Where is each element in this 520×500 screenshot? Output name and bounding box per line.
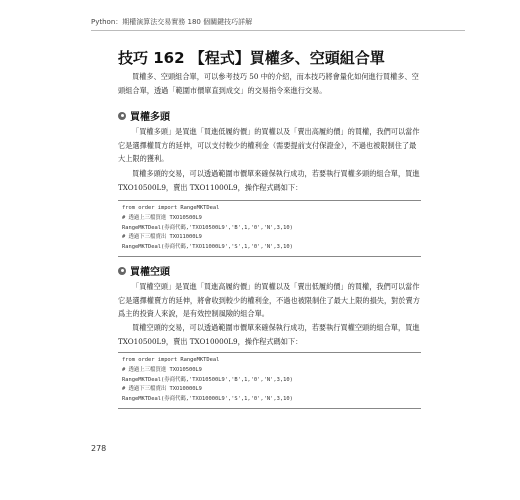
code-line: # 透過下三檔賣出 TXO10000L9: [122, 386, 202, 393]
bear-call-instruction-text: 買權空頭的交易，可以透過範圍市價單來確保執行成功，若要執行買權空頭的組合單，買進 TXO10500L9，賣出 TXO10000L9，操作程式碼如下：: [118, 323, 420, 346]
bear-call-description: [118, 280, 423, 321]
code-line: RangeMKTDeal(券商代碼,'TXO10000L9','S',1,'0','N',3,10): [122, 396, 293, 403]
running-header: Python：期權演算法交易實務 180 個關鍵技巧詳解: [91, 18, 253, 26]
page-number: 278: [91, 444, 107, 453]
section-heading-text: 買權空頭: [130, 267, 170, 278]
section-heading-bull-call: [118, 108, 170, 123]
bull-call-description: [118, 125, 423, 166]
code-line: # 透過上三檔買進 TXO10500L9: [122, 214, 202, 221]
code-line: RangeMKTDeal(券商代碼,'TXO11000L9','S',1,'0','N',3,10): [122, 244, 293, 251]
section-heading-text: 買權多頭: [130, 112, 170, 123]
bull-call-description-text: 「買權多頭」是買進「買進低履約價」的買權以及「賣出高履約價」的買權，我們可以當作它是選擇權買方的延伸，可以支付較少的權利金（需要提前支付保證金），不過也被限制住了最大上限的獲利。: [118, 127, 420, 163]
code-line: RangeMKTDeal(券商代碼,'TXO10500L9','B',1,'0','N',3,10): [122, 224, 293, 231]
page-title: 技巧 162 【程式】買權多、空頭組合單: [118, 49, 385, 67]
header-divider: [91, 30, 465, 31]
bull-call-instruction-text: 買權多頭的交易，可以透過範圍市價單來確保執行成功，若要執行買權多頭的組合單，買進 TXO10500L9，賣出 TXO11000L9，操作程式碼如下：: [118, 169, 420, 192]
code-line: RangeMKTDeal(券商代碼,'TXO10500L9','B',1,'0','N',3,10): [122, 376, 293, 383]
section-heading-bear-call: [118, 263, 170, 278]
code-line: from order import RangeMKTDeal: [122, 205, 220, 211]
intro-paragraph: [118, 70, 423, 97]
intro-text: 買權多、空頭組合單，可以參考技巧 50 中的介紹，而本技巧將會量化如何進行買權多、空頭組合單，透過「範圍市價單直到成交」的交易指令來進行交易。: [118, 72, 419, 95]
code-line: from order import RangeMKTDeal: [122, 357, 220, 363]
bullet-circle-icon: [118, 267, 126, 275]
bullet-circle-icon: [118, 112, 126, 120]
code-block-bear-call: [118, 352, 421, 409]
code-line: # 透過上三檔買進 TXO10500L9: [122, 366, 202, 373]
bear-call-instruction: [118, 321, 423, 348]
code-block-bull-call: [118, 200, 421, 257]
code-line: # 透過下三檔賣出 TXO11000L9: [122, 234, 202, 241]
bull-call-instruction: [118, 167, 423, 194]
bear-call-description-text: 「買權空頭」是買進「買進高履約價」的買權以及「賣出低履約價」的買權，我們可以當作它是選擇權賣方的延伸，將會收到較少的權利金，不過也被限制住了最大上限的損失，對於賣方爲主的投資人來說，是有效控制風險的組合單。: [118, 282, 420, 318]
